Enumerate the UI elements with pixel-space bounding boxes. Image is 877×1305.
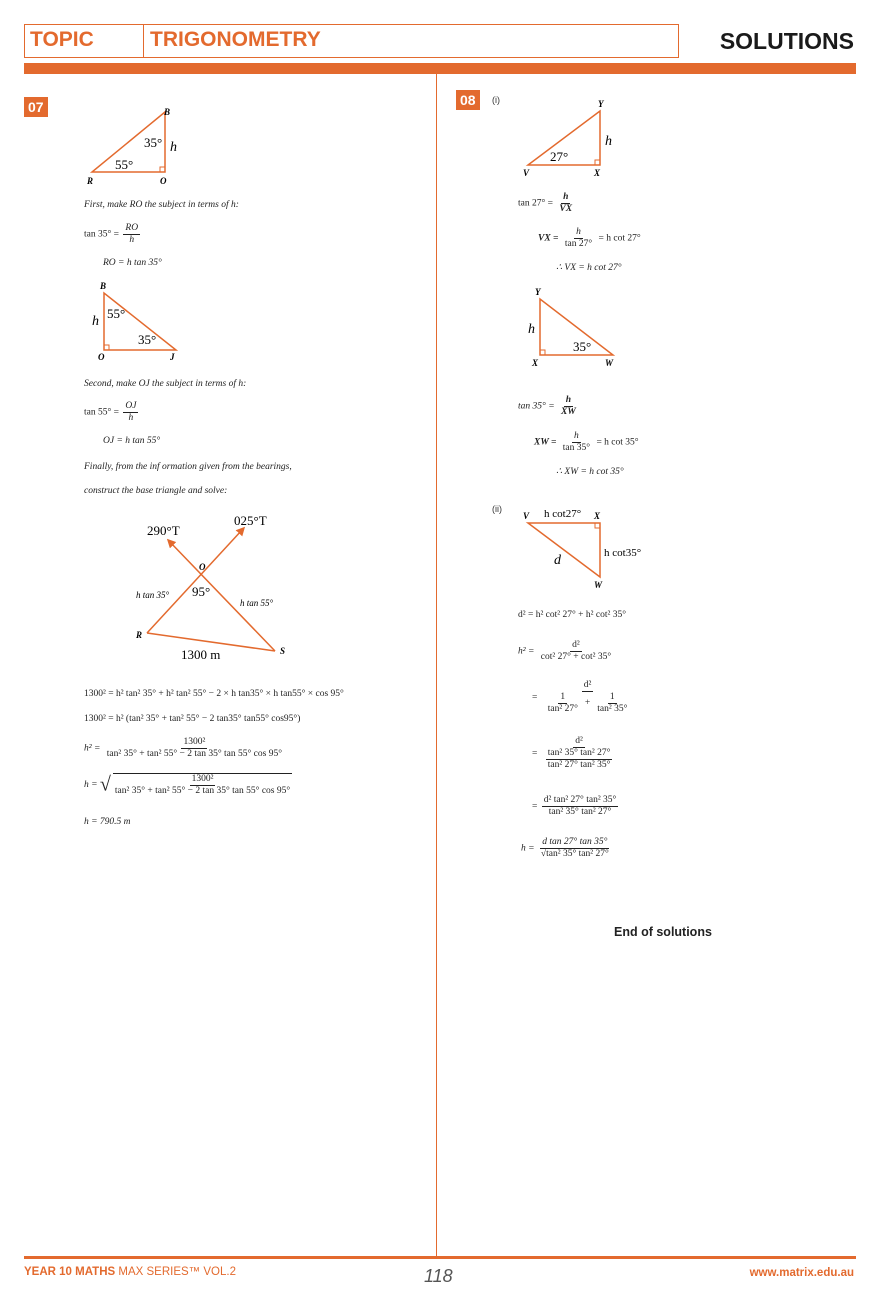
- svg-text:W: W: [594, 580, 603, 590]
- q08-eq-11: = $\frac{\text{d² tan² 27° tan² 35°}}{\text{tan² 35° tan² 27°}}$: [532, 795, 617, 817]
- topic-label: TOPIC: [30, 28, 94, 51]
- angle-55: 55°: [115, 157, 134, 172]
- label-B: B: [164, 107, 171, 117]
- svg-text:h: h: [605, 134, 612, 149]
- q08-eq-6: ∴ XW = h cot 35°: [556, 467, 624, 477]
- svg-text:O: O: [199, 562, 206, 572]
- svg-text:025°T: 025°T: [234, 513, 267, 528]
- svg-text:W: W: [605, 358, 614, 368]
- q07-text-2: Second, make OJ the subject in terms of h:: [84, 379, 247, 389]
- end-of-solutions: End of solutions: [614, 925, 712, 939]
- q07-text-1: First, make RO the subject in terms of h:: [84, 200, 239, 210]
- svg-text:d: d: [554, 553, 561, 568]
- q08-triangle-3: [518, 502, 658, 594]
- footer-bar: [24, 1256, 856, 1259]
- svg-text:27°: 27°: [550, 149, 569, 164]
- svg-text:h: h: [528, 322, 535, 337]
- q07-bearing-diagram: [130, 508, 300, 668]
- svg-text:35°: 35°: [573, 339, 592, 354]
- svg-text:55°: 55°: [107, 306, 126, 321]
- question-number-08: 08: [456, 90, 480, 110]
- q08-eq-9: = d² $\frac{1}{\text{tan² 27°}}$ + $\frac{1}{\text{tan² 35°}}$: [532, 680, 628, 714]
- header-bar: [24, 63, 856, 74]
- svg-text:h cot35°: h cot35°: [604, 547, 642, 559]
- q07-eq-7: h² = $\frac{\text{1300²}}{\text{tan² 35° + tan² 55° − 2 tan 35° tan 55° cos 95°}}$: [84, 737, 283, 759]
- q07-text-4: construct the base triangle and solve:: [84, 486, 228, 496]
- q07-triangle-1: [80, 102, 190, 186]
- q08-eq-7: d² = h² cot² 27° + h² cot² 35°: [518, 610, 627, 620]
- q08-eq-8: h² = $\frac{\text{d²}}{\text{cot² 27° + cot² 35°}}$: [518, 640, 612, 662]
- svg-text:J: J: [170, 352, 175, 362]
- svg-text:V: V: [523, 168, 530, 178]
- column-divider: [436, 74, 437, 1256]
- side-h: h: [170, 140, 177, 155]
- svg-text:h: h: [92, 314, 99, 329]
- label-O: O: [160, 176, 167, 186]
- q07-eq-8: h = √ $\frac{\text{1300²}}{\text{tan² 35° + tan² 55° − 2 tan 35° tan 55° cos 95°}}$: [84, 773, 291, 796]
- svg-text:R: R: [136, 630, 143, 640]
- q08-triangle-2: [525, 285, 625, 370]
- q08-eq-4: tan 35° = $\frac{h}{XW}$: [518, 395, 576, 417]
- svg-text:V: V: [523, 511, 530, 521]
- header-divider: [143, 24, 144, 58]
- page-number: 118: [424, 1266, 453, 1286]
- svg-text:X: X: [594, 168, 601, 178]
- footer-url[interactable]: www.matrix.edu.au: [749, 1267, 854, 1279]
- svg-text:h cot27°: h cot27°: [544, 508, 582, 520]
- q07-text-3: Finally, from the inf ormation given from the bearings,: [84, 462, 292, 472]
- q07-eq-5: 1300² = h² tan² 35° + h² tan² 55° − 2 × h tan35° × h tan55° × cos 95°: [84, 689, 344, 699]
- svg-text:S: S: [280, 646, 286, 656]
- q08-triangle-1: [520, 98, 620, 180]
- svg-text:h tan 35°: h tan 35°: [136, 590, 170, 600]
- angle-35: 35°: [144, 135, 163, 150]
- svg-text:X: X: [532, 358, 539, 368]
- section-title: SOLUTIONS: [719, 28, 854, 54]
- q07-eq-9: h = 790.5 m: [84, 817, 131, 827]
- q07-eq-6: 1300² = h² (tan² 35° + tan² 55° − 2 tan35° tan55° cos95°): [84, 714, 301, 724]
- q07-eq-3: tan 55° = $\frac{OJ}{h}$: [84, 401, 137, 423]
- svg-text:X: X: [594, 511, 601, 521]
- svg-text:35°: 35°: [138, 332, 157, 347]
- q08-eq-12: h = $\frac{\text{d tan 27° tan 35°}}{\text{√tan² 35° tan² 27°}}$: [521, 837, 609, 859]
- q07-eq-2: RO = h tan 35°: [103, 258, 162, 268]
- q08-eq-10: = $\frac{\text{d²}}{\frac{\text{tan² 35° tan² 27°}}{\text{tan² 27° tan² 35°}}}$: [532, 736, 611, 770]
- q07-triangle-2: [86, 278, 196, 366]
- label-R: R: [87, 176, 94, 186]
- svg-text:95°: 95°: [192, 584, 211, 599]
- q08-eq-2: VX = $\frac{h}{\tan 27^\circ}$ = h cot 27°: [538, 227, 641, 249]
- q07-eq-4: OJ = h tan 55°: [103, 436, 161, 446]
- svg-text:B: B: [100, 281, 107, 291]
- svg-text:290°T: 290°T: [147, 523, 180, 538]
- q08-eq-3: ∴ VX = h cot 27°: [556, 263, 622, 273]
- topic-title: TRIGONOMETRY: [150, 28, 321, 51]
- footer-series: YEAR 10 MATHS MAX SERIES™ VOL.2: [24, 1266, 236, 1278]
- q07-eq-1: tan 35° = $\frac{RO}{h}$: [84, 223, 139, 245]
- svg-text:Y: Y: [598, 99, 604, 109]
- part-i-label: (i): [492, 95, 500, 105]
- part-ii-label: (ii): [492, 504, 502, 514]
- svg-text:1300 m: 1300 m: [181, 647, 221, 662]
- svg-text:h tan 55°: h tan 55°: [240, 598, 274, 608]
- svg-text:Y: Y: [535, 287, 541, 297]
- q08-eq-5: XW = $\frac{h}{\tan 35^\circ}$ = h cot 35°: [534, 431, 639, 453]
- header-box: [24, 24, 679, 58]
- question-number-07: 07: [24, 97, 48, 117]
- q08-eq-1: tan 27° = $\frac{h}{VX}$: [518, 192, 573, 214]
- svg-text:O: O: [98, 352, 105, 362]
